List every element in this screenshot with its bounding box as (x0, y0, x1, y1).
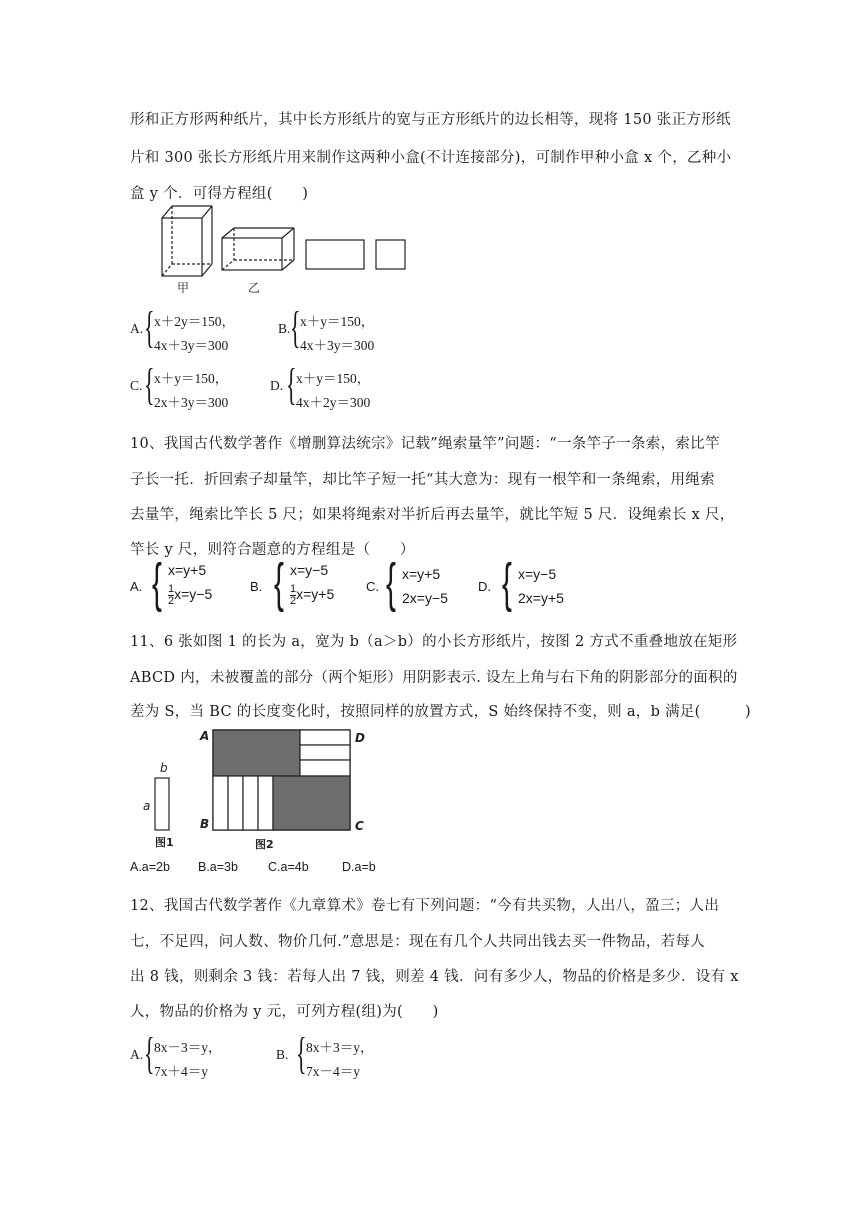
brace-icon: { (274, 553, 284, 613)
fig2 (199, 729, 365, 851)
q12-option-a-label: A. (130, 1047, 144, 1062)
brace-icon: { (144, 360, 155, 409)
q12-line-2: 七，不足四，问人数、物价几何.”意思是：现在有几个人共同出钱去买一件物品，若每人 (130, 934, 706, 950)
brace-icon: { (144, 1029, 155, 1078)
q9-option-b-eq1: x＋y＝150， (300, 314, 375, 329)
q9-line-2: 片和 300 张长方形纸片用来制作这两种小盒(不计连接部分)，可制作甲种小盒 x 个，乙种小 (130, 150, 732, 166)
q11-option-a[interactable]: A.a=2b (130, 860, 170, 874)
q11-option-b[interactable]: B.a=3b (198, 860, 238, 874)
q9-option-d-label: D. (270, 378, 284, 393)
svg-text:B: B (200, 817, 210, 831)
q12-line-1: 12、我国古代数学著作《九章算术》卷七有下列问题：“今有共买物，人出八，盈三；人出 (130, 898, 720, 914)
brace-icon: { (502, 553, 512, 613)
q10-option-b-eq2: $\frac{1}{2}$ x=y+5 (290, 583, 335, 607)
q11-line-1: 11、6 张如图 1 的长为 a，宽为 b（a＞b）的小长方形纸片，按图 2 方式不重叠地放在矩形 (130, 634, 738, 650)
svg-text:b: b (160, 761, 168, 775)
q10-line-4: 竿长 y 尺，则符合题意的方程组是（ ） (130, 542, 415, 558)
q9-option-c-eq2: 2x＋3y＝300 (154, 395, 229, 410)
brace-icon: { (286, 360, 297, 409)
q10-option-d-eq1: x=y−5 (518, 566, 557, 582)
box-yi (222, 228, 294, 270)
q12-option-b-eq2: 7x－4＝y (306, 1064, 360, 1079)
q9-option-c-label: C. (130, 378, 143, 393)
svg-text:a: a (143, 799, 151, 813)
q10-line-3: 去量竿，绳索比竿长 5 尺；如果将绳索对半折后再去量竿，就比竿短 5 尺．设绳索长 x 尺， (130, 507, 735, 523)
brace-icon: { (290, 303, 301, 352)
svg-text:D: D (355, 731, 365, 745)
q12-option-b-eq1: 8x＋3＝y， (306, 1040, 374, 1055)
q10-option-a-eq1: x=y+5 (168, 562, 207, 578)
q9-option-a-eq1: x＋2y＝150， (154, 314, 235, 329)
rect-paper (306, 240, 364, 269)
brace-icon: { (296, 1029, 307, 1078)
label-jia: 甲 (177, 281, 190, 295)
q10-option-b-label: B. (250, 579, 263, 594)
q9-option-d-eq1: x＋y＝150， (296, 371, 371, 386)
brace-icon: { (144, 303, 155, 352)
q10-option-c-eq2: 2x=y−5 (402, 590, 448, 606)
q12-line-4: 人，物品的价格为 y 元，可列方程(组)为( ) (130, 1004, 439, 1020)
svg-text:图2: 图2 (255, 838, 274, 851)
fig1 (143, 761, 174, 849)
q12-option-b-label: B. (276, 1047, 289, 1062)
q11-line-3: 差为 S，当 BC 的长度变化时，按照同样的放置方式，S 始终保持不变，则 a，b 满足( ) (130, 704, 751, 720)
label-yi: 乙 (248, 281, 261, 295)
q11-option-d[interactable]: D.a=b (342, 860, 376, 874)
q10-option-a-label: A. (130, 579, 143, 594)
square-paper (376, 240, 405, 269)
q12-line-3: 出 8 钱，则剩余 3 钱：若每人出 7 钱，则差 4 钱．问有多少人，物品的价格是多少．设有 x (130, 969, 739, 985)
q9-option-b-eq2: 4x＋3y＝300 (300, 338, 375, 353)
q9-line-1: 形和正方形两种纸片，其中长方形纸片的宽与正方形纸片的边长相等，现将 150 张正方形纸 (130, 112, 731, 128)
q10-line-1: 10、我国古代数学著作《增删算法统宗》记载”绳索量竿”问题：“一条竿子一条索，索比竿 (130, 436, 720, 452)
q9-option-a-label: A. (130, 321, 144, 336)
q9-line-3: 盒 y 个．可得方程组( ) (130, 186, 309, 202)
q9-option-a-eq2: 4x＋3y＝300 (154, 338, 229, 353)
q10-option-c-label: C. (366, 579, 379, 594)
q10-option-a-eq2: $\frac{1}{2}$ x=y−5 (168, 583, 213, 607)
q10-option-d-eq2: 2x=y+5 (518, 590, 564, 606)
box-jia (162, 206, 212, 276)
brace-icon: { (386, 553, 396, 613)
q9-option-b-label: B. (278, 321, 291, 336)
q9-option-c-eq1: x＋y＝150， (154, 371, 229, 386)
svg-text:图1: 图1 (155, 836, 174, 849)
svg-text:A: A (200, 729, 210, 743)
q10-line-2: 子长一托．折回索子却量竿，却比竿子短一托“其大意为：现有一根竿和一条绳索，用绳索 (130, 472, 715, 488)
q12-option-a-eq2: 7x＋4＝y (154, 1064, 208, 1079)
svg-text:C: C (355, 819, 364, 833)
q11-option-c[interactable]: C.a=4b (268, 860, 309, 874)
q9-figure (150, 200, 420, 300)
q11-figure (135, 724, 380, 852)
q10-option-c-eq1: x=y+5 (402, 566, 441, 582)
brace-icon: { (152, 553, 162, 613)
q12-option-a-eq1: 8x－3＝y， (154, 1040, 222, 1055)
q10-option-b-eq1: x=y−5 (290, 562, 329, 578)
q10-option-d-label: D. (478, 579, 491, 594)
q9-option-d-eq2: 4x＋2y＝300 (296, 395, 371, 410)
q11-line-2: ABCD 内，未被覆盖的部分（两个矩形）用阴影表示. 设左上角与右下角的阴影部分的面积的 (130, 670, 738, 686)
